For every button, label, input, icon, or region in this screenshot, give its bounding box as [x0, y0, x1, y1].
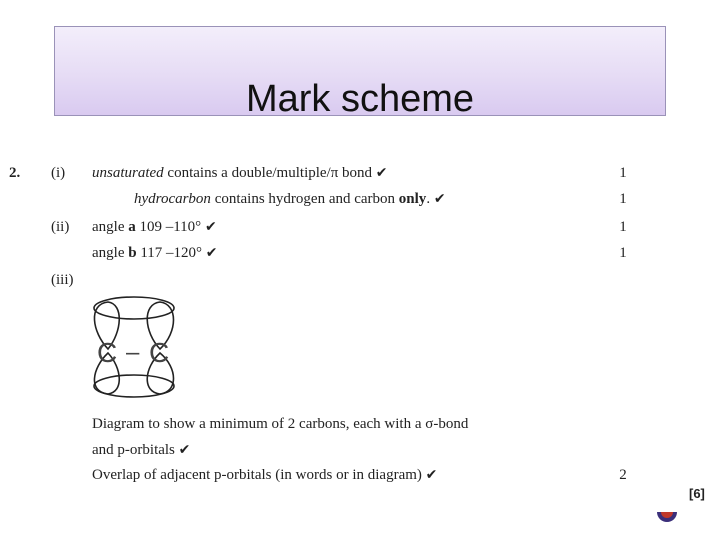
- answer-line: [92, 164, 388, 182]
- criteria-text: and p-orbitals: [92, 442, 175, 458]
- pi-cloud-top: [94, 297, 174, 319]
- part-label: (ii): [51, 219, 70, 235]
- answer-text: contains a double/multiple/π bond: [163, 165, 373, 181]
- carbon-atom-label: C: [97, 337, 118, 368]
- mark-value: 1: [619, 245, 627, 261]
- answer-prefix: angle: [92, 245, 129, 261]
- check-icon: ✔: [375, 165, 388, 181]
- angle-label: a: [128, 219, 136, 235]
- carbon-atom-label: C: [149, 337, 170, 368]
- p-orbital-overlap-diagram: [86, 292, 196, 402]
- mark-value: 1: [619, 219, 627, 235]
- mark-value: 2: [619, 467, 627, 483]
- part-label: (iii): [51, 272, 74, 288]
- answer-text-end: .: [426, 191, 431, 207]
- answer-line: [92, 218, 217, 236]
- answer-text: contains hydrogen and carbon: [210, 191, 399, 207]
- answer-text: 109 –110°: [135, 219, 202, 235]
- mark-value: 1: [619, 191, 627, 207]
- sigma-bond-label: –: [126, 339, 140, 366]
- title-banner: [54, 26, 666, 120]
- logo-icon: [656, 510, 678, 524]
- check-icon: ✔: [205, 245, 218, 261]
- check-icon: ✔: [178, 442, 191, 458]
- check-icon: ✔: [204, 219, 217, 235]
- answer-line: [134, 190, 446, 208]
- angle-label: b: [128, 245, 137, 261]
- criteria-line: [92, 441, 190, 459]
- answer-keyword: unsaturated: [92, 165, 164, 181]
- total-marks: [6]: [689, 486, 705, 501]
- criteria-line: Diagram to show a minimum of 2 carbons, each with a σ-bond: [92, 416, 469, 432]
- answer-line: [92, 244, 218, 262]
- mark-value: 1: [619, 165, 627, 181]
- question-number: 2.: [9, 165, 21, 181]
- part-label: (i): [51, 165, 66, 181]
- answer-emphasis: only: [398, 191, 427, 207]
- check-icon: ✔: [425, 467, 438, 483]
- answer-prefix: angle: [92, 219, 129, 235]
- page-title: Mark scheme: [245, 78, 475, 120]
- criteria-text: Overlap of adjacent p-orbitals (in words or in diagram): [92, 467, 422, 483]
- criteria-line: [92, 466, 437, 484]
- answer-text: 117 –120°: [136, 245, 203, 261]
- check-icon: ✔: [433, 191, 446, 207]
- answer-keyword: hydrocarbon: [134, 191, 211, 207]
